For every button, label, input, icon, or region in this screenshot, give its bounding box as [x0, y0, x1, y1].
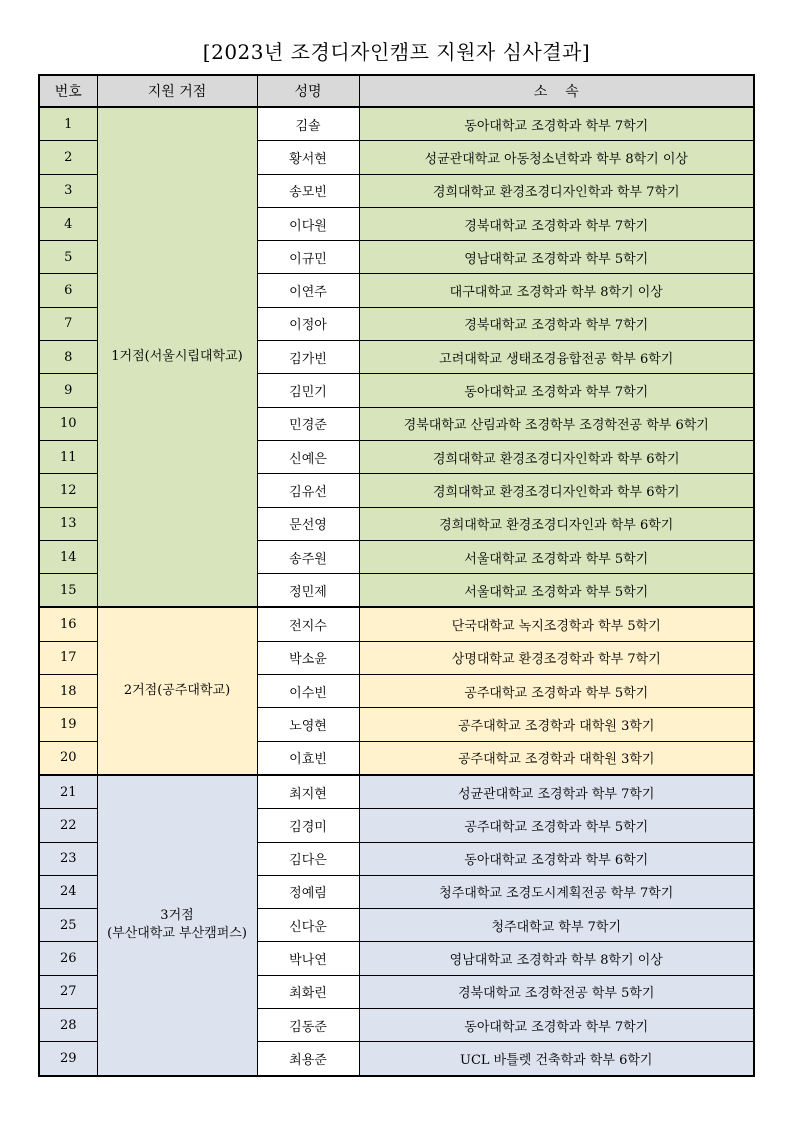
applicant-affiliation: 상명대학교 환경조경학과 학부 7학기	[359, 641, 754, 674]
applicant-affiliation: 영남대학교 조경학과 학부 8학기 이상	[359, 942, 754, 975]
row-number: 10	[39, 407, 97, 440]
base-cell	[97, 775, 257, 1076]
applicant-name: 문선영	[257, 507, 359, 540]
applicant-name: 이다원	[257, 207, 359, 240]
page-title: [2023년 조경디자인캠프 지원자 심사결과]	[202, 40, 591, 64]
row-number: 2	[39, 141, 97, 174]
applicant-affiliation: 동아대학교 조경학과 학부 6학기	[359, 842, 754, 875]
applicant-name: 이정아	[257, 307, 359, 340]
applicant-affiliation: 공주대학교 조경학과 대학원 3학기	[359, 708, 754, 741]
applicant-name: 박소윤	[257, 641, 359, 674]
row-number: 20	[39, 741, 97, 775]
base-sublabel: (부산대학교 부산캠퍼스)	[107, 926, 247, 942]
row-number: 8	[39, 341, 97, 374]
row-number: 17	[39, 641, 97, 674]
applicant-name: 황서현	[257, 141, 359, 174]
row-number: 23	[39, 842, 97, 875]
applicant-name: 김유선	[257, 474, 359, 507]
header-base: 지원 거점	[97, 75, 257, 107]
results-table	[38, 74, 755, 1077]
applicant-affiliation: UCL 바틀렛 건축학과 학부 6학기	[359, 1042, 754, 1076]
row-number: 1	[39, 107, 97, 141]
row-number: 5	[39, 241, 97, 274]
applicant-name: 이수빈	[257, 675, 359, 708]
row-number: 14	[39, 540, 97, 573]
applicant-name: 김경미	[257, 809, 359, 842]
applicant-affiliation: 서울대학교 조경학과 학부 5학기	[359, 540, 754, 573]
applicant-affiliation: 공주대학교 조경학과 학부 5학기	[359, 809, 754, 842]
row-number: 7	[39, 307, 97, 340]
table-row	[39, 775, 754, 809]
applicant-name: 김다은	[257, 842, 359, 875]
row-number: 16	[39, 607, 97, 641]
applicant-name: 최화린	[257, 975, 359, 1008]
applicant-affiliation: 공주대학교 조경학과 대학원 3학기	[359, 741, 754, 775]
applicant-affiliation: 공주대학교 조경학과 학부 5학기	[359, 675, 754, 708]
row-number: 6	[39, 274, 97, 307]
applicant-affiliation: 경북대학교 조경학전공 학부 5학기	[359, 975, 754, 1008]
applicant-affiliation: 경북대학교 조경학과 학부 7학기	[359, 307, 754, 340]
applicant-name: 최용준	[257, 1042, 359, 1076]
header-affiliation: 소 속	[359, 75, 754, 107]
applicant-affiliation: 경희대학교 환경조경디자인학과 학부 7학기	[359, 174, 754, 207]
row-number: 15	[39, 574, 97, 608]
table-body	[39, 107, 754, 1076]
applicant-name: 신다운	[257, 909, 359, 942]
base-label: 3거점	[160, 908, 194, 924]
applicant-name: 정예림	[257, 875, 359, 908]
applicant-affiliation: 경희대학교 환경조경디자인학과 학부 6학기	[359, 440, 754, 473]
row-number: 3	[39, 174, 97, 207]
applicant-affiliation: 청주대학교 조경도시계획전공 학부 7학기	[359, 875, 754, 908]
applicant-affiliation: 경희대학교 환경조경디자인과 학부 6학기	[359, 507, 754, 540]
base-label: 2거점(공주대학교)	[123, 683, 231, 699]
applicant-affiliation: 동아대학교 조경학과 학부 7학기	[359, 374, 754, 407]
applicant-affiliation: 단국대학교 녹지조경학과 학부 5학기	[359, 607, 754, 641]
row-number: 11	[39, 440, 97, 473]
header-no: 번호	[39, 75, 97, 107]
row-number: 13	[39, 507, 97, 540]
applicant-name: 신예은	[257, 440, 359, 473]
header-name: 성명	[257, 75, 359, 107]
applicant-name: 이규민	[257, 241, 359, 274]
applicant-affiliation: 경북대학교 산림과학 조경학부 조경학전공 학부 6학기	[359, 407, 754, 440]
row-number: 27	[39, 975, 97, 1008]
applicant-name: 노영현	[257, 708, 359, 741]
row-number: 24	[39, 875, 97, 908]
applicant-name: 전지수	[257, 607, 359, 641]
applicant-affiliation: 청주대학교 학부 7학기	[359, 909, 754, 942]
applicant-affiliation: 경북대학교 조경학과 학부 7학기	[359, 207, 754, 240]
applicant-name: 김가빈	[257, 341, 359, 374]
applicant-name: 최지현	[257, 775, 359, 809]
row-number: 22	[39, 809, 97, 842]
applicant-affiliation: 성균관대학교 조경학과 학부 7학기	[359, 775, 754, 809]
applicant-affiliation: 고려대학교 생태조경융합전공 학부 6학기	[359, 341, 754, 374]
applicant-affiliation: 영남대학교 조경학과 학부 5학기	[359, 241, 754, 274]
applicant-name: 김솔	[257, 107, 359, 141]
row-number: 9	[39, 374, 97, 407]
applicant-name: 정민제	[257, 574, 359, 608]
applicant-name: 송주원	[257, 540, 359, 573]
row-number: 21	[39, 775, 97, 809]
table-row	[39, 607, 754, 641]
applicant-name: 김동준	[257, 1009, 359, 1042]
applicant-name: 민경준	[257, 407, 359, 440]
applicant-affiliation: 대구대학교 조경학과 학부 8학기 이상	[359, 274, 754, 307]
applicant-affiliation: 성균관대학교 아동청소년학과 학부 8학기 이상	[359, 141, 754, 174]
applicant-affiliation: 서울대학교 조경학과 학부 5학기	[359, 574, 754, 608]
base-cell	[97, 607, 257, 774]
row-number: 29	[39, 1042, 97, 1076]
row-number: 28	[39, 1009, 97, 1042]
base-label: 1거점(서울시립대학교)	[111, 349, 243, 365]
table-row	[39, 107, 754, 141]
row-number: 19	[39, 708, 97, 741]
applicant-name: 이연주	[257, 274, 359, 307]
applicant-affiliation: 동아대학교 조경학과 학부 7학기	[359, 1009, 754, 1042]
base-cell	[97, 107, 257, 607]
header-row	[39, 75, 754, 107]
row-number: 18	[39, 675, 97, 708]
applicant-name: 김민기	[257, 374, 359, 407]
row-number: 26	[39, 942, 97, 975]
row-number: 4	[39, 207, 97, 240]
row-number: 12	[39, 474, 97, 507]
applicant-name: 송모빈	[257, 174, 359, 207]
row-number: 25	[39, 909, 97, 942]
applicant-affiliation: 동아대학교 조경학과 학부 7학기	[359, 107, 754, 141]
applicant-name: 박나연	[257, 942, 359, 975]
applicant-name: 이효빈	[257, 741, 359, 775]
applicant-affiliation: 경희대학교 환경조경디자인학과 학부 6학기	[359, 474, 754, 507]
